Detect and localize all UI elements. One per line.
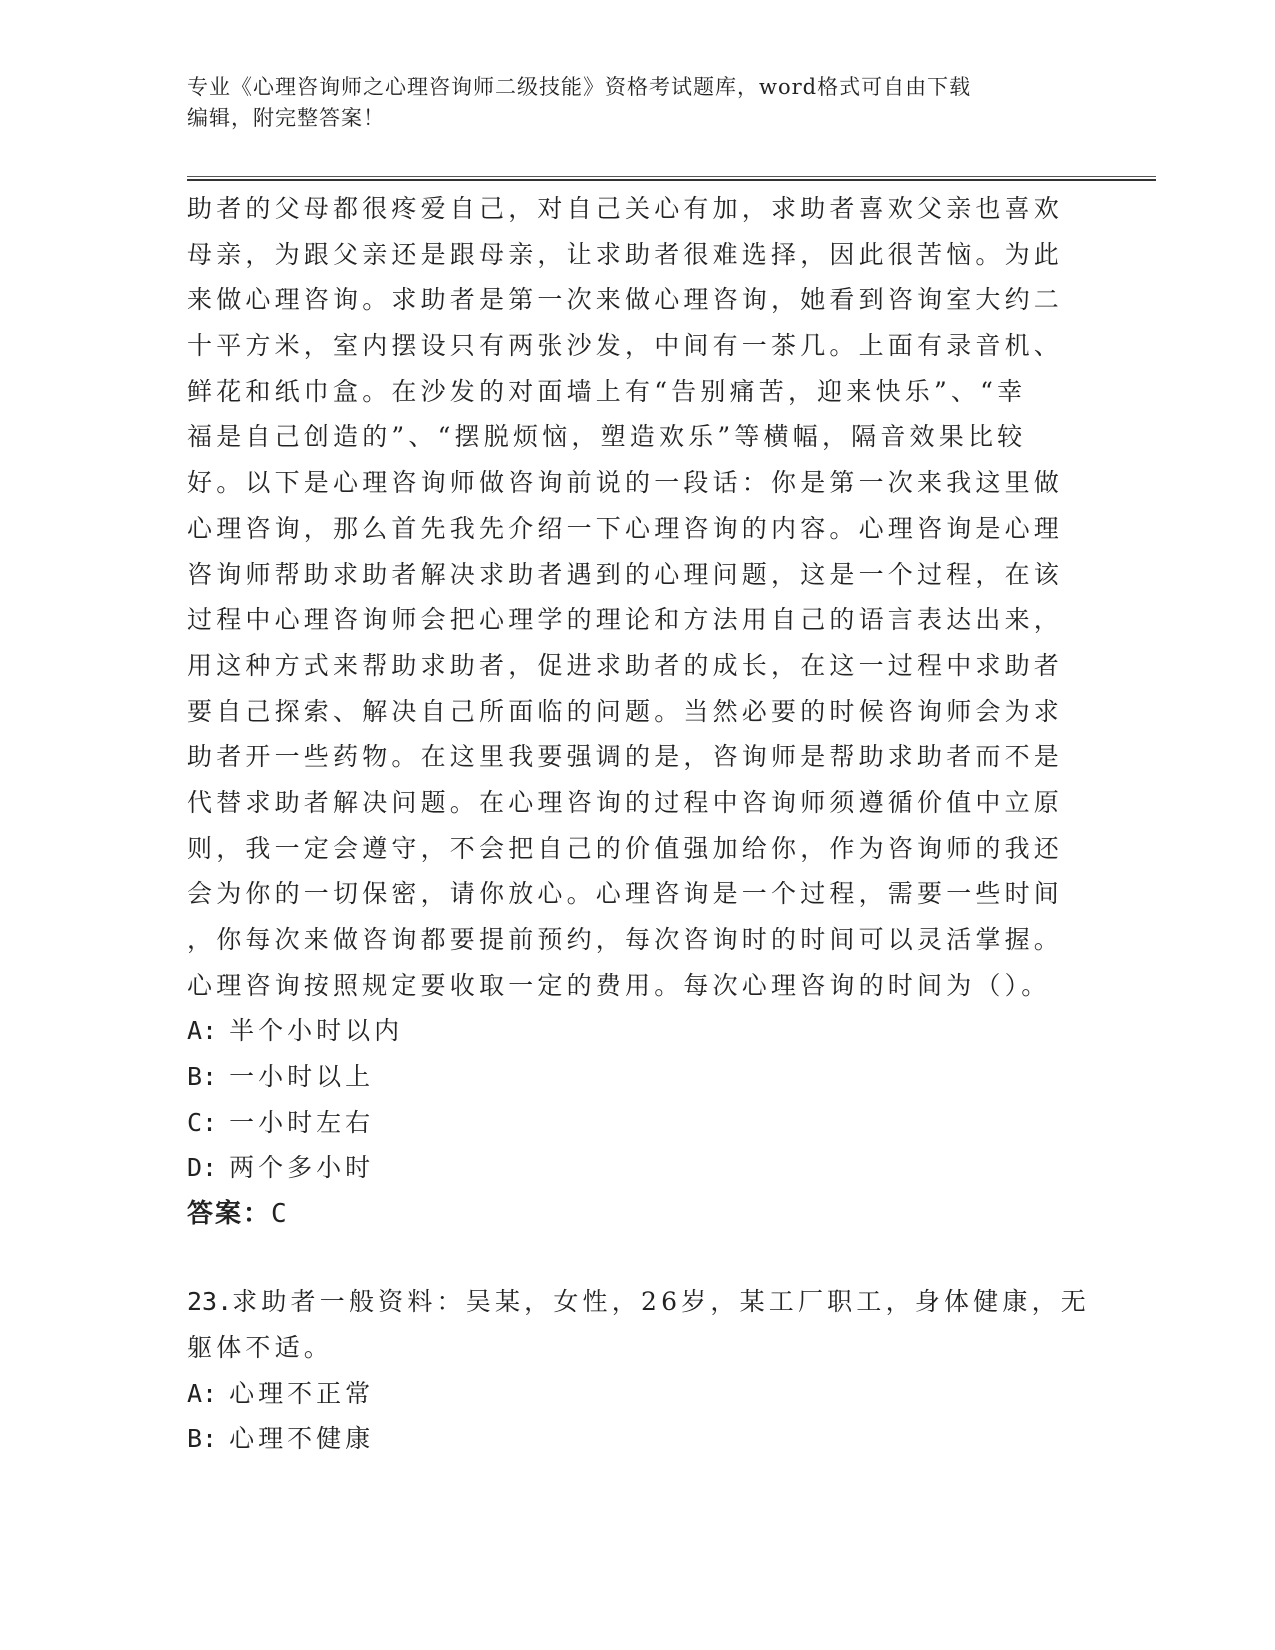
option-text: 两个多小时 [229,1153,375,1183]
question-22-answer [187,1191,1087,1237]
option-text: 心理不正常 [229,1378,375,1408]
header-line-1: 专业《心理咨询师之心理咨询师二级技能》资格考试题库，word格式可自由下载 [187,75,972,99]
question-23-stem [187,1279,1090,1370]
question-spacer [187,1237,1087,1279]
passage-line: 助者的父母都很疼爱自己，对自己关心有加，求助者喜欢父亲也喜欢 [187,194,1064,223]
passage-line: 咨询师帮助求助者解决求助者遇到的心理问题，这是一个过程，在该 [187,559,1064,589]
question-23-options [187,1371,1087,1462]
option-c [187,1100,1087,1146]
answer-label: 答案： [187,1199,272,1230]
option-letter: A: [187,1016,218,1046]
option-text: 一小时以上 [229,1062,375,1092]
option-letter: B: [187,1062,218,1092]
question-text: 求助者一般资料：吴某，女性，26岁，某工厂职工，身体健康，无 [232,1287,1090,1317]
answer-value: C [271,1199,289,1230]
option-letter: A: [187,1378,218,1408]
passage-line: 心理咨询按照规定要收取一定的费用。每次心理咨询的时间为（）。 [187,970,1051,1000]
passage-line: 好。以下是心理咨询师做咨询前说的一段话：你是第一次来我这里做 [187,468,1064,498]
option-text: 半个小时以内 [229,1016,404,1046]
option-b [187,1054,1087,1100]
passage-line: 过程中心理咨询师会把心理学的理论和方法用自己的语言表达出来， [187,605,1064,635]
passage-line: 心理咨询，那么首先我先介绍一下心理咨询的内容。心理咨询是心理 [187,513,1064,543]
header-line-2: 编辑，附完整答案！ [187,106,385,130]
option-d [187,1145,1087,1191]
option-b [187,1416,1087,1462]
passage-line: 十平方米，室内摆设只有两张沙发，中间有一茶几。上面有录音机、 [187,331,1064,361]
passage-line: 鲜花和纸巾盒。在沙发的对面墙上有“告别痛苦，迎来快乐”、“幸 [187,376,1027,406]
question-23-line-2: 躯体不适。 [187,1332,334,1362]
passage-line: 代替求助者解决问题。在心理咨询的过程中咨询师须遵循价值中立原 [187,787,1064,817]
passage-line: 会为你的一切保密，请你放心。心理咨询是一个过程，需要一些时间 [187,879,1064,909]
document-body [187,186,1090,1462]
option-letter: D: [187,1153,218,1183]
passage-line: 则，我一定会遵守，不会把自己的价值强加给你，作为咨询师的我还 [187,833,1064,863]
passage-line: 助者开一些药物。在这里我要强调的是，咨询师是帮助求助者而不是 [187,742,1064,772]
passage-line: 用这种方式来帮助求助者，促进求助者的成长，在这一过程中求助者 [187,650,1064,680]
option-letter: C: [187,1107,218,1137]
passage-line: ，你每次来做咨询都要提前预约，每次咨询时的时间可以灵活掌握。 [187,925,1064,954]
question-number: 23. [187,1287,233,1317]
option-text: 心理不健康 [229,1424,375,1454]
passage-line: 福是自己创造的”、“摆脱烦恼，塑造欢乐”等横幅，隔音效果比较 [187,422,1027,452]
question-23-line-1 [187,1279,1090,1325]
question-22-options [187,1008,1087,1191]
passage-line: 母亲，为跟父亲还是跟母亲，让求助者很难选择，因此很苦恼。为此 [187,239,1064,269]
header-divider [187,176,1156,181]
passage-line: 要自己探索、解决自己所面临的问题。当然必要的时候咨询师会为求 [187,696,1064,726]
option-a [187,1008,1087,1054]
option-text: 一小时左右 [229,1107,375,1137]
option-letter: B: [187,1424,218,1454]
passage-line: 来做心理咨询。求助者是第一次来做心理咨询，她看到咨询室大约二 [187,285,1064,315]
option-a [187,1371,1087,1417]
page-header [187,72,1087,134]
question-22-passage [187,186,1087,1008]
